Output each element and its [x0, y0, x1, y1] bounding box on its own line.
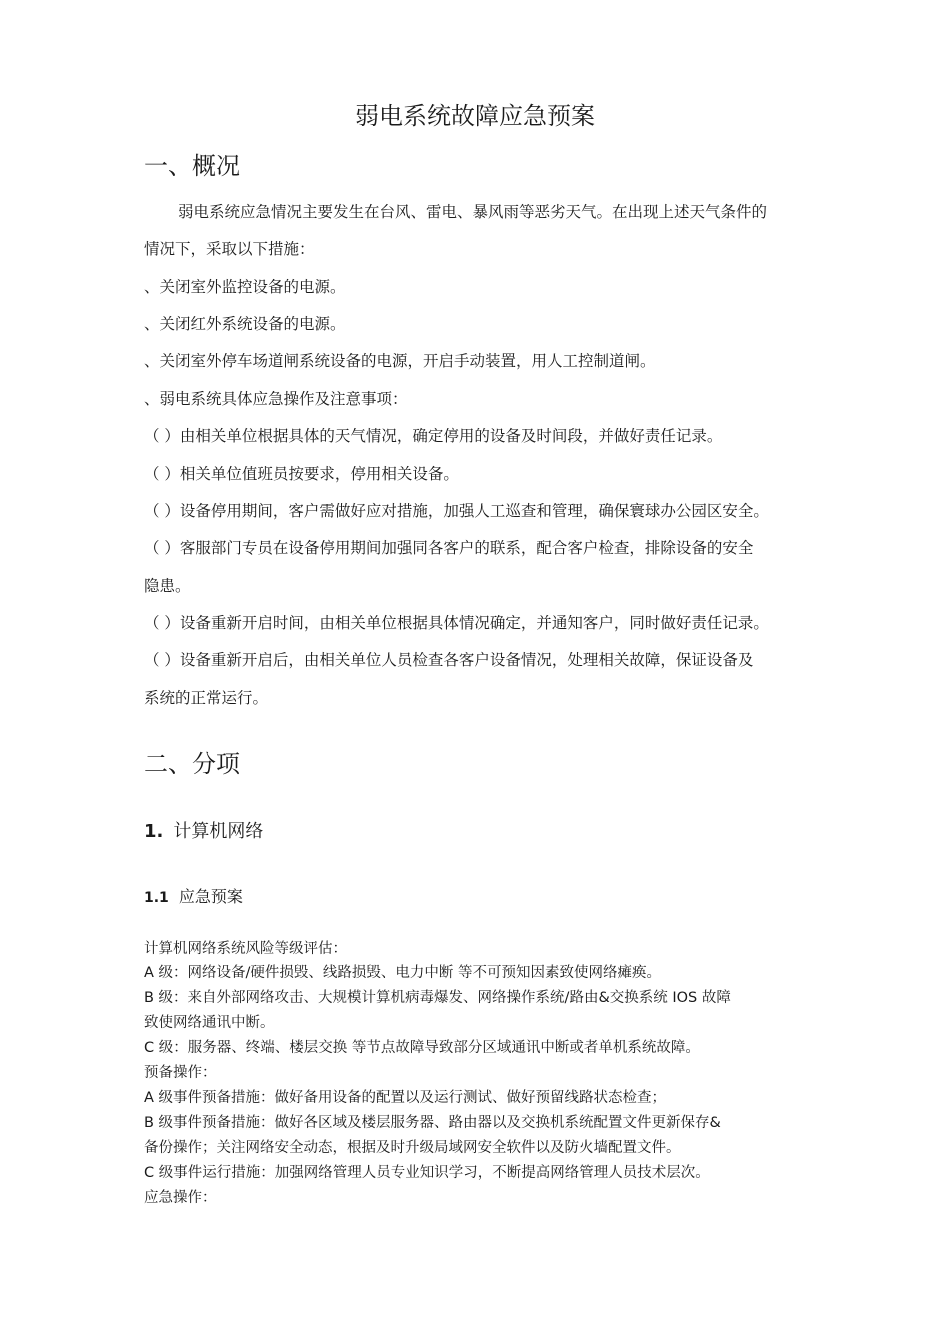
- section-heading-overview: 一、概况: [144, 152, 240, 180]
- subsection-title: 计算机网络: [173, 821, 264, 842]
- sub-measure-item: （ ）由相关单位根据具体的天气情况，确定停用的设备及时间段，并做好责任记录。: [144, 427, 723, 445]
- sub-measure-item: （ ）相关单位值班员按要求，停用相关设备。: [144, 465, 459, 483]
- intro-line-2: 情况下，采取以下措施：: [144, 240, 315, 258]
- document-title: 弱电系统故障应急预案: [355, 102, 595, 130]
- measure-item: 、弱电系统具体应急操作及注意事项：: [144, 390, 408, 408]
- network-line: 预备操作：: [144, 1065, 217, 1081]
- subsection-heading-computer-network: [144, 817, 263, 843]
- network-line: B 级：来自外部网络攻击、大规模计算机病毒爆发、网络操作系统/路由&交换系统 IOS 故障: [144, 990, 731, 1006]
- network-line: 备份操作；关注网络安全动态，根据及时升级局域网安全软件以及防火墙配置文件。: [144, 1140, 681, 1156]
- network-line: C 级事件运行措施：加强网络管理人员专业知识学习，不断提高网络管理人员技术层次。: [144, 1165, 710, 1181]
- subsection-number: 1.: [144, 821, 164, 842]
- subsection-number: 1.1: [144, 890, 169, 906]
- intro-line-1: 弱电系统应急情况主要发生在台风、雷电、暴风雨等恶劣天气。在出现上述天气条件的: [178, 203, 768, 221]
- network-line: 应急操作：: [144, 1190, 217, 1206]
- sub-measure-item-continued: 系统的正常运行。: [144, 689, 269, 707]
- network-line: B 级事件预备措施：做好各区域及楼层服务器、路由器以及交换机系统配置文件更新保存&: [144, 1115, 721, 1131]
- measure-item: 、关闭室外监控设备的电源。: [144, 278, 346, 296]
- measure-item: 、关闭红外系统设备的电源。: [144, 315, 346, 333]
- subsection-heading-emergency-plan: [144, 884, 243, 907]
- network-line: 致使网络通讯中断。: [144, 1015, 275, 1031]
- subsection-title: 应急预案: [178, 887, 243, 906]
- sub-measure-item-continued: 隐患。: [144, 577, 191, 595]
- sub-measure-item: （ ）客服部门专员在设备停用期间加强同各客户的联系，配合客户检查，排除设备的安全: [144, 539, 754, 557]
- sub-measure-item: （ ）设备重新开启后，由相关单位人员检查各客户设备情况，处理相关故障，保证设备及: [144, 651, 754, 669]
- network-line: A 级事件预备措施：做好备用设备的配置以及运行测试、做好预留线路状态检查；: [144, 1090, 667, 1106]
- network-line: A 级：网络设备/硬件损毁、线路损毁、电力中断 等不可预知因素致使网络瘫痪。: [144, 965, 662, 981]
- network-line: 计算机网络系统风险等级评估：: [144, 941, 347, 957]
- network-line: C 级：服务器、终端、楼层交换 等节点故障导致部分区域通讯中断或者单机系统故障。: [144, 1040, 700, 1056]
- measure-item: 、关闭室外停车场道闸系统设备的电源，开启手动装置，用人工控制道闸。: [144, 352, 656, 370]
- sub-measure-item: （ ）设备停用期间，客户需做好应对措施，加强人工巡查和管理，确保寰球办公园区安全。: [144, 502, 769, 520]
- sub-measure-item: （ ）设备重新开启时间，由相关单位根据具体情况确定，并通知客户，同时做好责任记录。: [144, 614, 769, 632]
- section-heading-items: 二、分项: [144, 750, 240, 778]
